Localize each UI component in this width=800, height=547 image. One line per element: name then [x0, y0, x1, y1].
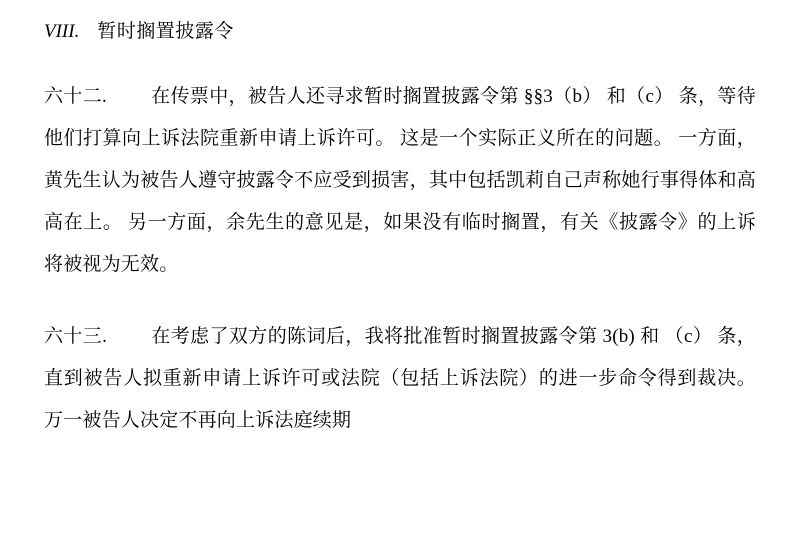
paragraph-63-number: 六十三.	[44, 326, 108, 347]
section-title: 暂时搁置披露令	[97, 21, 234, 42]
paragraph-63-text: 在考虑了双方的陈词后，我将批准暂时搁置披露令第 3(b) 和 （c） 条，直到被告人拟重新申请上诉许可或法院（包括上诉法院）的进一步命令得到裁决。 万一被告人决定不再向上诉法庭续期	[44, 326, 756, 431]
paragraph-63	[44, 316, 756, 442]
section-number: VIII.	[44, 21, 80, 42]
paragraph-62-text: 在传票中，被告人还寻求暂时搁置披露令第 §§3（b） 和（c） 条，等待他们打算向上诉法院重新申请上诉许可。 这是一个实际正义所在的问题。 一方面，黄先生认为被告人遵守披露令不应受到损害，其中包括凯莉自己声称她行事得体和高高在上。 另一方面，余先生的意见是，如果没有临时搁置，有关《披露令》的上诉将被视为无效。	[44, 86, 756, 275]
section-heading	[44, 18, 756, 46]
paragraph-62-number: 六十二.	[44, 86, 107, 107]
paragraph-62	[44, 76, 756, 286]
